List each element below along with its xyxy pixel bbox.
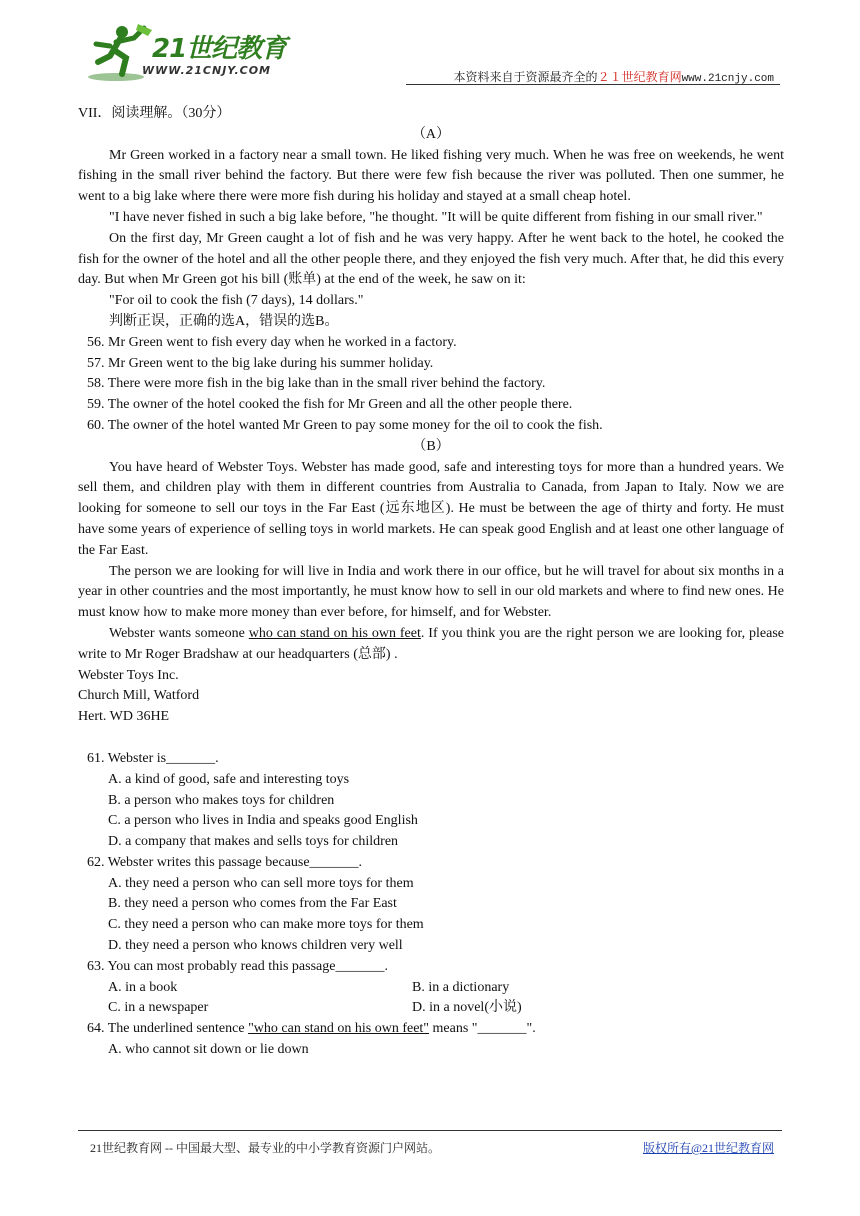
question-62: 62. Webster writes this passage because_______.	[87, 854, 363, 870]
question-59: 59. The owner of the hotel cooked the fish for Mr Green and all the other people there.	[87, 397, 573, 413]
option: D. a company that makes and sells toys for children	[108, 834, 399, 850]
address-line: Hert. WD 36HE	[78, 709, 170, 725]
option: D. in a novel(小说)	[412, 1000, 522, 1016]
question-58: 58. There were more fish in the big lake than in the small river behind the factory.	[87, 376, 546, 392]
passage-a-paragraph: "For oil to cook the fish (7 days), 14 dollars."	[109, 293, 364, 309]
section-title: VII．阅读理解。（30分）	[78, 106, 231, 121]
passage-b-paragraph	[78, 624, 784, 666]
option: D. they need a person who knows children very well	[108, 938, 403, 954]
question-63: 63. You can most probably read this passage_______.	[87, 958, 388, 974]
question-57: 57. Mr Green went to the big lake during his summer holiday.	[87, 355, 434, 371]
option: A. who cannot sit down or lie down	[108, 1042, 309, 1058]
option: B. a person who makes toys for children	[108, 792, 335, 808]
underlined-phrase: "who can stand on his own feet"	[248, 1021, 430, 1037]
address-line: Church Mill, Watford	[78, 688, 200, 704]
passage-b-label: （B）	[412, 438, 450, 454]
logo-url: WWW.21CNJY.COM	[142, 64, 271, 77]
underlined-phrase: who can stand on his own feet	[248, 625, 421, 641]
option: A. a kind of good, safe and interesting toys	[108, 771, 350, 787]
option: A. in a book	[108, 979, 178, 995]
question-64	[78, 1019, 784, 1040]
option-row	[78, 978, 784, 999]
option: B. they need a person who comes from the Far East	[108, 896, 397, 912]
logo-wordmark: 21世纪教育	[152, 34, 287, 64]
option-row	[78, 998, 784, 1019]
spacer	[78, 728, 784, 749]
passage-b-paragraph: You have heard of Webster Toys. Webster has made good, safe and interesting toys for more than a hundred years. We sell them, and children play with them in different countries from Australia to Canada, from Japan to Italy. Now we are looking for someone to sell our toys in the Far East (远东地区). He must be between the age of thirty and forty. He must have some years of experience of selling toys in world markets. He can speak good English and at least one other language of the Far East.	[78, 459, 784, 558]
option: C. a person who lives in India and speaks good English	[108, 813, 418, 829]
page-header	[0, 0, 860, 90]
footer-copyright-link[interactable]: 版权所有@21世纪教育网	[642, 1141, 774, 1155]
header-divider	[406, 84, 780, 85]
option: C. in a newspaper	[108, 1000, 209, 1016]
passage-b-text: . If you think you are the right person we are looking for, please write to Mr Roger Bradshaw at our headquarters (总部) .	[78, 625, 784, 662]
header-note-url[interactable]: www.21cnjy.com	[681, 73, 774, 85]
document-body	[78, 104, 784, 1061]
passage-a-label: （A）	[411, 126, 451, 142]
option: C. they need a person who can make more toys for them	[108, 917, 424, 933]
address-line: Webster Toys Inc.	[78, 667, 179, 683]
passage-a-instruction: 判断正误，正确的选A，错误的选B。	[109, 313, 339, 329]
footer-divider	[78, 1130, 782, 1131]
header-note-prefix: 本资料来自于资源最齐全的	[453, 70, 598, 84]
question-56: 56. Mr Green went to fish every day when he worked in a factory.	[87, 334, 457, 350]
header-note-highlight: ２１世纪教育网	[597, 70, 682, 84]
option: B. in a dictionary	[412, 979, 510, 995]
passage-b-paragraph: The person we are looking for will live in India and work there in our office, but he will travel for about six months in a year in other countries and the most importantly, he must know how to sell in our old markets and where to find new ones. He must know how to make more money than ever before, for himself, and for Webster.	[78, 563, 784, 621]
question-60: 60. The owner of the hotel wanted Mr Green to pay some money for the oil to cook the fish.	[87, 417, 603, 433]
passage-b-text: Webster wants someone	[109, 625, 249, 641]
passage-a-paragraph: "I have never fished in such a big lake before, "he thought. "It will be quite different from fishing in our small river."	[109, 209, 763, 225]
option: A. they need a person who can sell more toys for them	[108, 875, 414, 891]
question-text: means "_______".	[429, 1021, 536, 1037]
question-text: 64. The underlined sentence	[87, 1021, 249, 1037]
site-logo	[86, 22, 286, 84]
passage-a-paragraph: On the first day, Mr Green caught a lot of fish and he was very happy. After he went back to the hotel, he cooked the fish for the owner of the hotel and all the other people there, and they enjoyed the fish very much. After that, he did this every day. But when Mr Green got his bill (账单) at the end of the week, he saw on it:	[78, 230, 784, 288]
footer-site-description: 21世纪教育网 -- 中国最大型、最专业的中小学教育资源门户网站。	[90, 1141, 440, 1155]
question-61: 61. Webster is_______.	[87, 750, 219, 766]
passage-a-paragraph: Mr Green worked in a factory near a small town. He liked fishing very much. When he was free on weekends, he went fishing in the small river behind the factory. But there were few fish because the river was polluted. Then one summer, he went to a big lake where there were more fish during his holiday and stayed at a small cheap hotel.	[78, 147, 784, 205]
header-source-note	[454, 68, 774, 85]
